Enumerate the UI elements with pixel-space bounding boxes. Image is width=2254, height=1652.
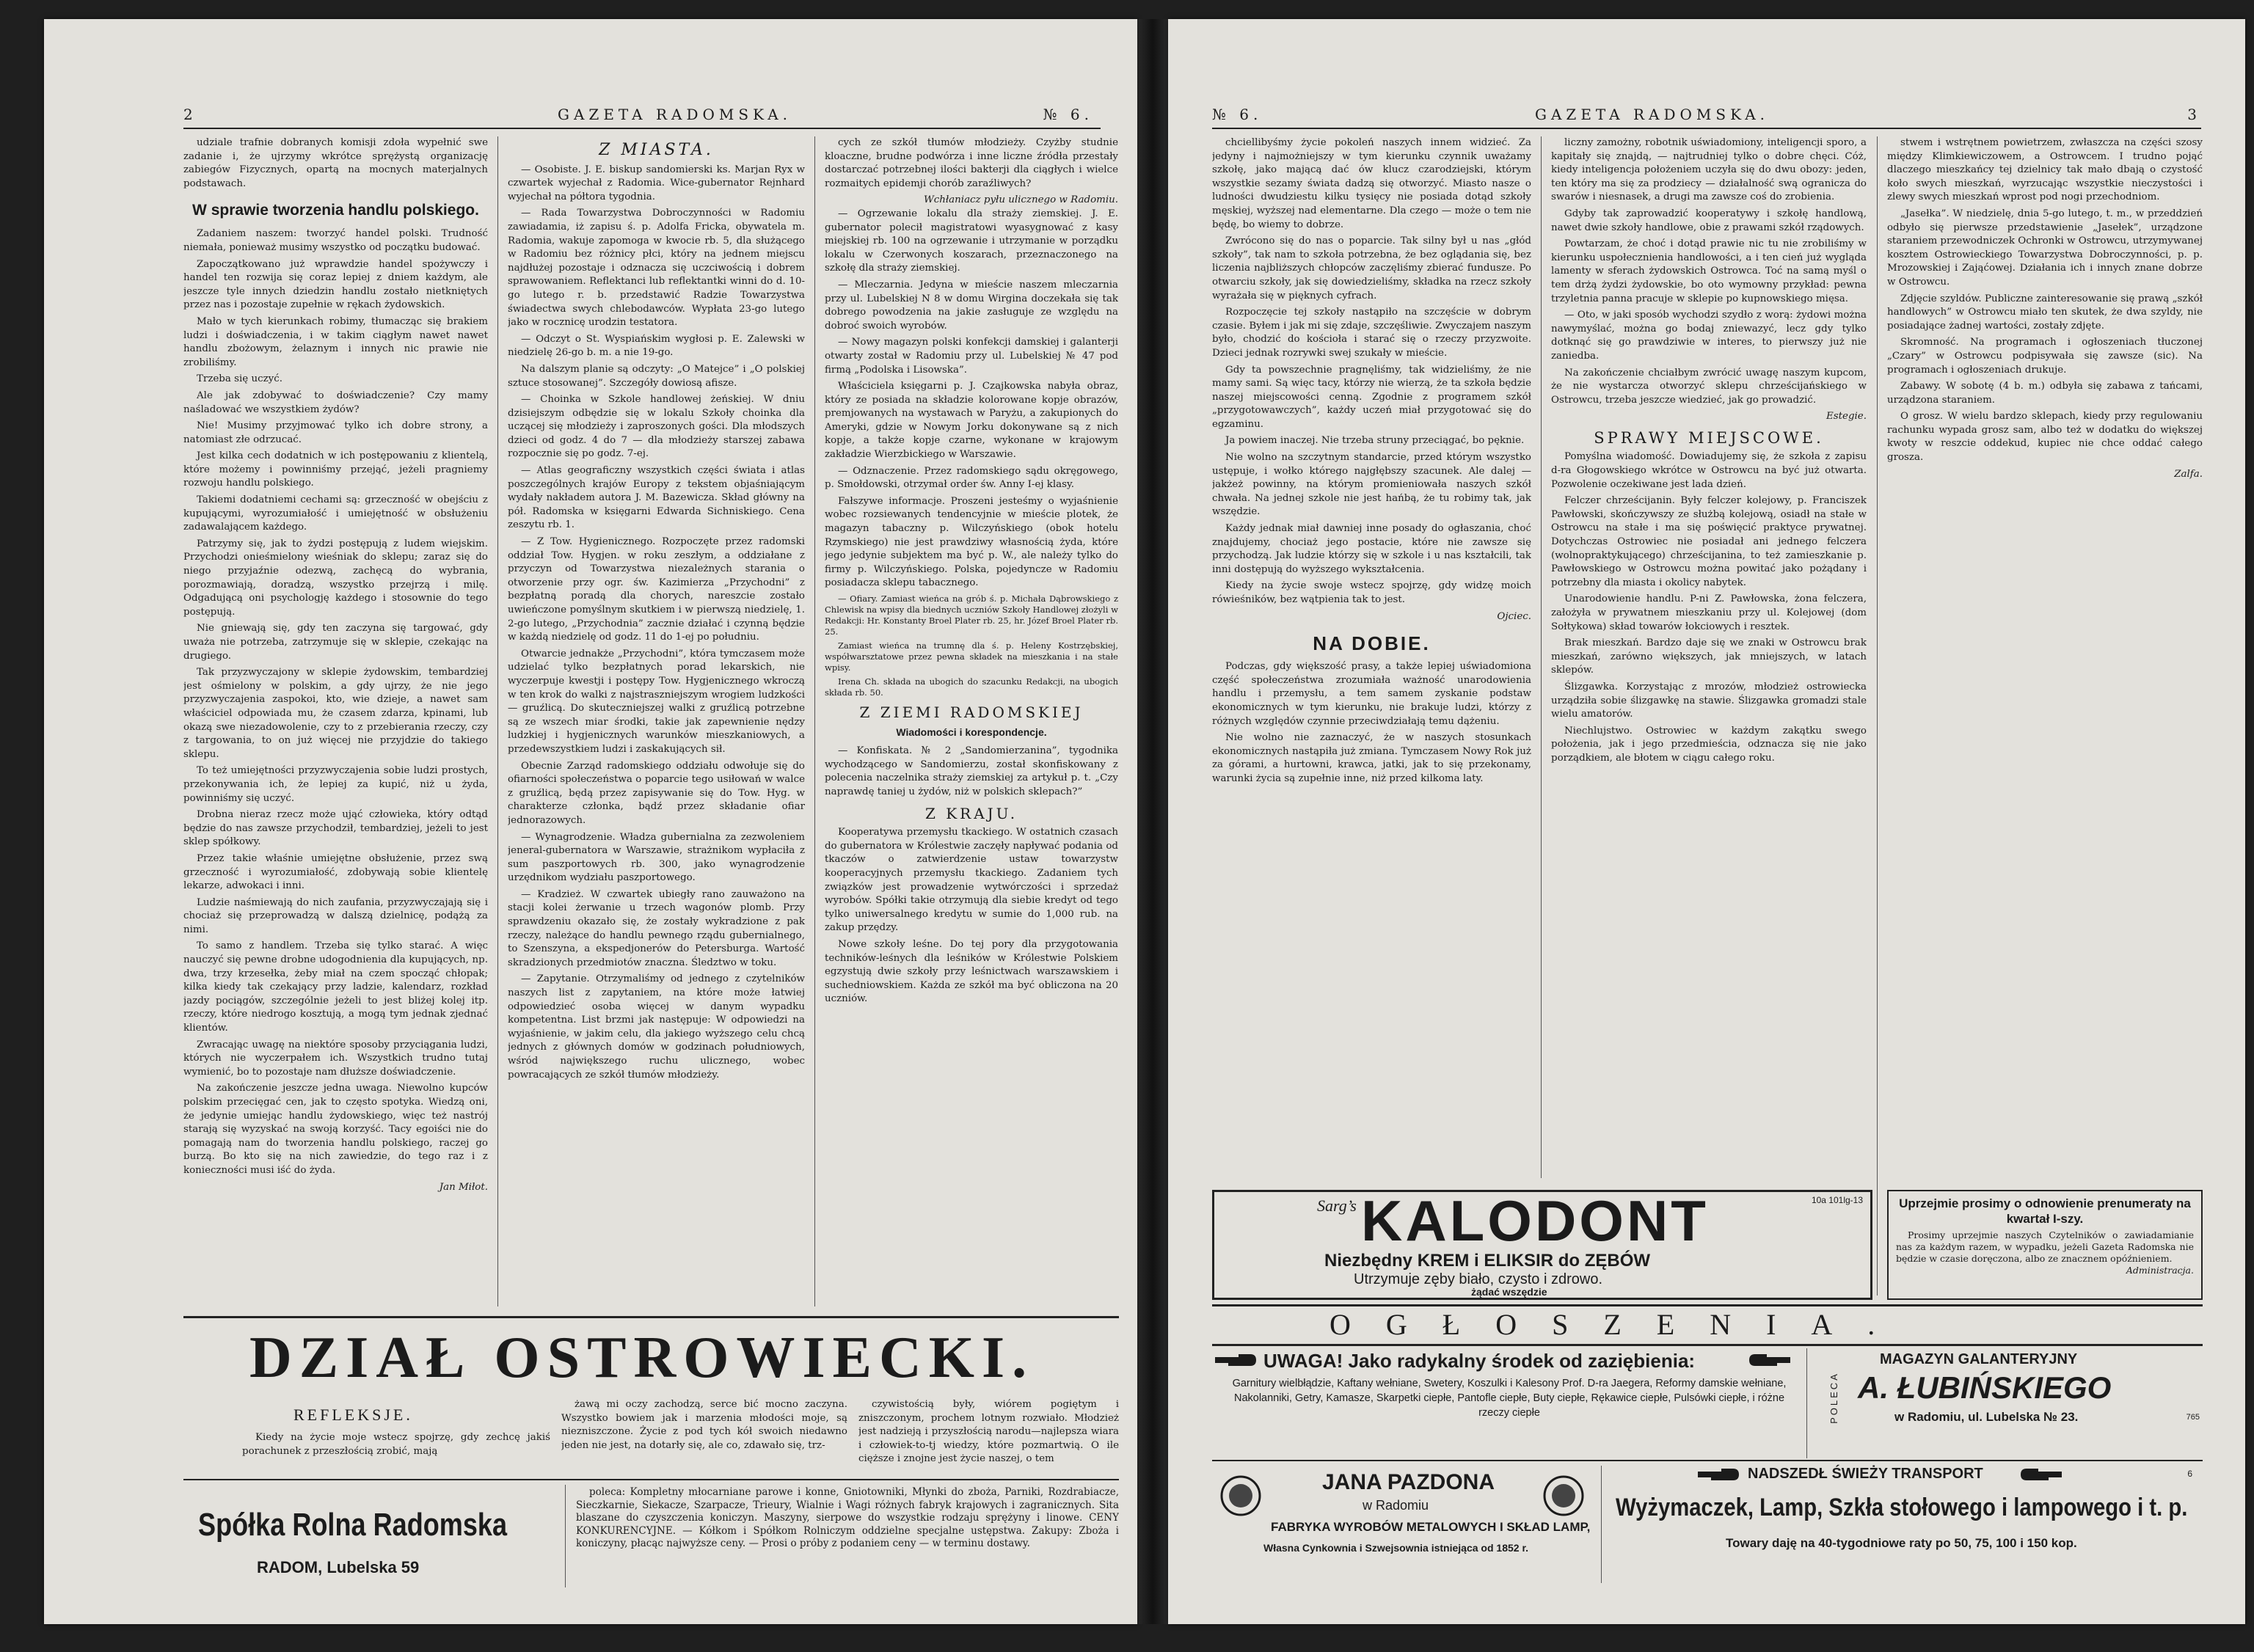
paragraph: stwem i wstrętnem powietrzem, zwłaszcza na części szosy między Klimkiewiczowem, a Ostrowcem. I trudno pojąć dlaczego mieszkańcy tej dzielnicy tak mało dbają o czystość koło swych mieszkań, wyrzucając wszystkie nieczystości i zlewy swych mieszkań wprost pod nogi przechodniom. [1887, 137, 2203, 203]
ostrowiec-section-title: DZIAŁ OSTROWIECKI. [249, 1326, 1035, 1390]
news-item: Fałszywe informacje. Proszeni jesteśmy o wyjaśnienie wobec rozsiewanych tendencyjnie w mieście plotek, że magazyn tabaczny p. Wilczyńskiego (obok hotelu Rzymskiego) nie jest prawdziwy własnością żyda, które jego jedynie subjektem ma być p. W., ale należy tylko do firmy p. Wilczyńskiego. Polska, pojedyncze w Radomiu posiadacza sklepu tabacznego. [825, 495, 1118, 589]
spolka-name: Spółka Rolna Radomska [198, 1507, 508, 1543]
paragraph: Nie wolno nie zaznaczyć, że w naszych stosunkach ekonomicznych nastąpiła już zmiana. Tymczasem Nowy Rok już za górami, a hurtowni, krawca, jatki, jak to się przekonamy, warunki życia są zupełnie inne, niż przed kilkoma laty. [1212, 732, 1531, 784]
paragraph: Zadaniem naszem: tworzyć handel polski. Trudność niemała, ponieważ musimy wszystko od początku budować. [183, 228, 488, 253]
pazdona-city: w Radomiu [1363, 1498, 1429, 1513]
lubinski-ad [1814, 1348, 2203, 1458]
section-subheading: Wiadomości i korespondencje. [896, 726, 1047, 738]
news-item: — Nowy magazyn polski konfekcji damskiej i galanterji otwarty został w Radomiu przy ul. Lubelskiej № 47 pod firmą „Podolska i Lisowska”. [825, 337, 1118, 376]
notice-title: Uprzejmie prosimy o odnowienie prenumeraty na kwartał I-szy. [1899, 1196, 2191, 1226]
ostrowiec-col-2 [561, 1398, 847, 1472]
pazdona-name: JANA PAZDONA [1322, 1470, 1495, 1494]
news-item: Niechlujstwo. Ostrowiec w każdym zakątku swego położenia, jak i jego przedmieścia, odznacza się nie jako porządkiem, ale błotem w ciągu całego roku. [1551, 725, 1867, 764]
paragraph: — Oto, w jaki sposób wychodzi szydło z worą: żydowi można nawymyślać, można go bodaj zniewazyć, lecz gdy tylko dotknąć się go prawdziwie w interes, to pierwszy już nie zaniedba. [1551, 310, 1867, 362]
news-item: — Osobiste. J. E. biskup sandomierski ks. Marjan Ryx w czwartek wyjechał z Radomia. Wice-gubernator Rejnhard wyjechał na półtora tygodnia. [508, 164, 805, 202]
col1-intro: udziale trafnie dobranych komisji zdoła wypełnić swe zadanie i, że ujrzymy wkrótce sprężystą organizację zabiegów Fizycznych, opartą na mocnych materjalnych podstawach. [183, 137, 488, 189]
section-heading-z-miasta: Z MIASTA. [599, 141, 714, 159]
uwaga-ad [1212, 1348, 1799, 1458]
ostrowiec-col-3 [858, 1398, 1119, 1472]
article-signature: Estegie. [1826, 411, 1867, 423]
column-rule [814, 136, 815, 1306]
news-item: — Odznaczenie. Przez radomskiego sądu okręgowego, p. Smołdowski, otrzymał order św. Anny I-ej klasy. [825, 465, 1118, 491]
paragraph: Kiedy na życie moje wstecz spojrzę, gdy zechcę jakiś porachunek z przeszłością zrobić, mają [242, 1432, 550, 1457]
paragraph: Gdy ta powszechnie pragnęliśmy, tak widzieliśmy, że nie mamy sami. Są więc tacy, którzy nie wierzą, że ta szkoła będzie naszej miejscowości cenną. Zgodnie z programem szkół „przygotowawczych”, każdy uczeń miał przygotować się do egzaminu. [1212, 364, 1531, 430]
right-running-head [1212, 100, 2201, 129]
page-gutter [1137, 19, 1168, 1624]
paragraph: Nie gniewają się, gdy ten zaczyna się targować, gdy uważa nie potrzeba, zatrzymuje się w sklepie, czekając na drugiego. [183, 623, 488, 662]
news-item: — Wynagrodzenie. Władza gubernialna za zezwoleniem jeneral-gubernatora w Warszawie, strażnikom wypłaciła z sum paszportowych rb. 300, jako wynagrodzenie urzędnikom wydziału paszportowego. [508, 831, 805, 884]
column-rule [565, 1485, 566, 1587]
news-item: — Konfiskata. № 2 „Sandomierzanina”, tygodnika wychodzącego w Sandomierzu, został skonfiskowany z polecenia naczelnika straży ziemskiej za artykuł p. t. „Czy naprawdę taniej u żydów, niż w polskich sklepach?” [825, 745, 1118, 797]
ostrowiec-col-1 [242, 1431, 550, 1475]
news-item: — Odczyt o St. Wyspiańskim wygłosi p. E. Zalewski w niedzielę 26-go b. m. a nie 19-go. [508, 333, 805, 359]
horizontal-rule [1212, 1344, 2203, 1346]
sprawy-miejscowe-heading: SPRAWY MIEJSCOWE. [1594, 428, 1824, 447]
paragraph: O grosz. W wielu bardzo sklepach, kiedy przy regulowaniu rachunku wypada grosz sam, albo też w dodatku do większej kwoty w reszcie oddekud, kupiec nie chce oddać całego grosza. [1887, 411, 2203, 464]
paragraph: Gdyby tak zaprowadzić kooperatywy i szkołę handlową, nawet dwie szkoły handlowe, obie z prawami szkół rządowych. [1551, 208, 1867, 233]
left-column-3 [825, 136, 1118, 1310]
news-item: — Mleczarnia. Jedyna w mieście naszem mleczarnia przy ul. Lubelskiej N 8 w domu Wirgina doczekała się tak dobrego powodzenia na jakie zasługuje ze względu na dobroć swoich wyrobów. [825, 279, 1118, 332]
ad-text: poleca: Kompletny młocarniane parowe i konne, Gniotowniki, Młynki do zboża, Parniki, Rozdrabiacze, Sieczkarnie, Siekacze, Szarpacze, Trieury, Wialnie i Wagi różnych fabryk krajowych i zagranicznych. Sita blaszane do czyszczenia koniczyn. Maszyny, sierpowe do wszystkie rodzaju sprężyny i linowe. CENY KONKURENCYJNE. — Kółkom i Spółkom Rolniczym oddzielne specjalne ustępstwa. Zakupy: Zboża i koniczyny, płacąc najwyższe ceny. — Prosi o próby z podaniem ceny — w terminu dostawy. [576, 1486, 1119, 1549]
news-item: — Rada Towarzystwa Dobroczynności w Radomiu zawiadamia, iż zapisu ś. p. Adolfa Fricka, obywatela m. Radomia, wakuje zapomoga w kwocie rb. 5, dla służącego w Radomiu bez różnicy płci, który na jednem miejscu najdłużej pozostaje i odznacza się uczciwością i dobrem sprawowaniem. Reflektanci lub reflektantki winni do d. 10-go lutego r. b. przedstawić Radzie Towarzystwa świadectwa swych chlebodawców. Wypłata 23-go lutego jako w rocznicę urodzin testatora. [508, 208, 805, 329]
uwaga-text: Garnitury wielbłądzie, Kaftany wełniane, Swetery, Koszulki i Kalesony Prof. D-ra Jaegera, Reformy damskie wełniane, Nakolanniki, Getry, Kamasze, Skarpetki ciepłe, Pantofle ciepłe, Buty ciepłe, Rękawice ciepłe, Pulsówki ciepłe, i różne rzeczy ciepłe [1232, 1378, 1787, 1419]
newspaper-name: GAZETA RADOMSKA. [1535, 106, 1770, 123]
paragraph: Takiemi dodatniemi cechami są: grzeczność w obejściu z kupującymi, wyrozumiałość i umiejętność w obsłużeniu zadawalającem każdego. [183, 494, 488, 533]
subscription-notice [1887, 1190, 2203, 1300]
news-item: Unarodowienie handlu. P-ni Z. Pawłowska, żona felczera, założyła w prywatnem mieszkaniu przy ul. Kolejowej (dom Sołtykowa) skład towarów łokciowych i resztek. [1551, 593, 1867, 632]
paragraph: Rozpoczęcie tej szkoły nastąpiło na szczęście w dobrym czasie. Byłem i jak mi się zdaje, szczęśliwie. Zwyczajem naszym było, chodzić do kościoła i starać się o rzeczy przyzwoite. Dzieci jednak rozrywki swej szukały w mieście. [1212, 307, 1531, 359]
paragraph: Trzeba się uczyć. [197, 373, 282, 385]
left-column-2 [508, 136, 805, 1310]
news-item: Właściciela księgarni p. J. Czajkowska nabyła obraz, który ze posiada na składzie kolorowane kopje obrazów, premjowanych na wystawach w Paryżu, a zakupionych do Ameryki, gdzie w Nowym Jorku dokonywane są z nich kopje, a także kopje czarne, wykonane w krajowym zakładzie Wierzbickiego w Warszawie. [825, 381, 1118, 461]
news-item: Otwarcie jednakże „Przychodni”, która tymczasem może udzielać tylko bezpłatnych porad lekarskich, nie wyczerpuje kwestji i postępy Tow. Hygjenicznego wkroczą w ten krok do walki z najstraszniejszym wrogiem ludzkości — gruźlicą. Do skuteczniejszej walki z gruźlicą potrzebne są ze wszech miar środki, takie jak zapewnienie nędzy ludzkiej i hygjenicznych warunków mieszkaniowych, a przedewszystkiem ludzi i zaskakujących sił. [508, 648, 805, 755]
ogloszenia-heading: OGŁOSZENIA. [1330, 1308, 1911, 1341]
notice-body: Prosimy uprzejmie naszych Czytelników o zawiadamianie nas za każdym razem, w wypadku, jeżeli Gazeta Radomska nie będzie w czasie doręczona, albo ze znacznem opóźnieniem. [1896, 1229, 2194, 1264]
paragraph: Drobna nieraz rzecz może ująć człowieka, który odtąd będzie do nas zawsze przychodził, tembardziej, jeżeli to jest sklep spółkowy. [183, 809, 488, 848]
lampy-number: 6 [2187, 1469, 2192, 1479]
news-item: Ślizgawka. Korzystając z mrozów, młodzież ostrowiecka urządziła sobie ślizgawkę na stawie. Ślizgawka gromadzi stale wielu amatorów. [1551, 681, 1867, 720]
paragraph: Zdjęcie szyldów. Publiczne zainteresowanie się prawą „szkół handlowych” w Ostrowcu miało ten skutek, że dwa szyldy, nie posiadające żadnej wartości, zostały zdjęte. [1887, 293, 2203, 332]
page-number: 2 [183, 106, 197, 123]
lampy-title: NADSZEDŁ ŚWIEŻY TRANSPORT [1748, 1466, 1983, 1482]
pazdona-line: FABRYKA WYROBÓW METALOWYCH I SKŁAD LAMP, [1271, 1520, 1591, 1534]
news-item: cych ze szkół tłumów młodzieży. Czyżby studnie kloaczne, brudne podwórza i inne liczne źródła przestały dostarczać potrzebnej ilości bakterji dla ciągłych i wielce rozmaitych epidemji chorób zaraźliwych? [825, 137, 1118, 189]
kalodont-brand: KALODONT [1361, 1188, 1709, 1253]
right-column-2 [1551, 136, 1867, 1178]
paragraph: „Jasełka”. W niedzielę, dnia 5-go lutego, t. m., w przeddzień odbyło się pierwsze przedstawienie „Jasełek”, urządzone staraniem przewodniczek Ochronki w Ostrowcu, utrzymywanej kosztem Ostrowieckiego Towarzystwa Dobroczynności, p. p. Mrozowskiej i Zająćowej. Działania ich i innych znane dobrze w Ostrowcu. [1887, 208, 2203, 288]
article-signature: Ojciec. [1497, 610, 1531, 622]
kalodont-maker: Sarg’s [1317, 1196, 1357, 1215]
kalodont-tagline-1: Niezbędny KREM i ELIKSIR do ZĘBÓW [1324, 1251, 1651, 1271]
paragraph: Tak przyzwyczajony w sklepie żydowskim, tembardziej jest ośmielony w polskim, a gdy ujrzy, że nie jego przyzwyczajenia zaspokoi, kto, wie dzieje, a nawet sam właściciel odpowiada mu, że czasem zdarza, kpinami, lub okazą swe niezadowolenie, czy to z przebierania rzeczy, czy z targowania, to on już więcej nie przyjdzie do takiego sklepu. [183, 667, 488, 760]
paragraph: Powtarzam, że choć i dotąd prawie nic tu nie zrobiliśmy w kierunku uspołecznienia handlowości, a i ten cień już wygląda lamenty w sferach żydowskich Ostrowca. Toć na samą myśl o tem drżą żydzi żydowskie, bo oto wymowny przykład: pewna trzyletnia panna pracuje w sklepie po kupnowskiego mięsa. [1551, 238, 1867, 304]
section-heading-z-kraju: Z KRAJU. [924, 804, 1018, 822]
right-column-1 [1212, 136, 1531, 1178]
lampy-main: Wyżymaczek, Lamp, Szkła stołowego i lampowego i t. p. [1616, 1494, 2188, 1521]
article-signature: Jan Miłot. [439, 1181, 488, 1193]
paragraph: Zapoczątkowano już wprawdzie handel spożywczy i handel ten rozwija się coraz lepiej z dniem każdym, ale jeszcze tyle innych dziedzin handlu zostało nietkniętych przez nas i pozostaje zupełnie w rękach żydowskich. [183, 258, 488, 311]
article-body [183, 227, 488, 1177]
kalodont-ad [1212, 1190, 1872, 1300]
pointing-hand-icon [2019, 1466, 2063, 1485]
section-heading-z-ziemi: Z ZIEMI RADOMSKIEJ [859, 703, 1084, 721]
column-rule [1806, 1348, 1807, 1458]
news-item: — Ogrzewanie lokalu dla straży ziemskiej. J. E. gubernator polecił magistratowi wyasygnować z kasy miejskiej rb. 100 na ogrzewanie i utrzymanie w porządku lokalu w Czerwonych koszarach, przeznaczonego na szkołę dla straży ziemskiej. [825, 208, 1118, 274]
news-item: — Ofiary. Zamiast wieńca na grób ś. p. Michała Dąbrowskiego z Chlewisk na wpisy dla biednych uczniów Szkoły Handlowej złożyli w Redakcji: Hr. Konstanty Broel Plater rb. 25, hr. Józef Broel Plater rb. 25. [825, 593, 1118, 637]
na-dobie-heading: NA DOBIE. [1313, 632, 1431, 655]
kalodont-tagline-2: Utrzymuje zęby biało, czysto i zdrowo. [1354, 1271, 1603, 1287]
news-item: Obecnie Zarząd radomskiego oddziału odwołuje się do ofiarności społeczeństwa o poparcie tego usiłowań w walce z gruźlicą, będą przez zapisywanie się do Tow. Hyg. w charakterze członka, bądź przez składanie ofiar jednorazowych. [508, 760, 805, 826]
paragraph: Skromność. Na programach i ogłoszeniach tłuczonej „Czary” w Ostrowcu podpisywała się zawsze (sic). Na programach i ogłoszeniach drukuje. [1887, 337, 2203, 376]
news-item: Brak mieszkań. Bardzo daje się we znaki w Ostrowcu brak mieszkań, zarówno większych, jak mniejszych, w latach sklepów. [1551, 637, 1867, 676]
spolka-address: RADOM, Lubelska 59 [257, 1558, 420, 1576]
pointing-hand-icon [1748, 1351, 1792, 1370]
news-item: Felczer chrześcijanin. Były felczer kolejowy, p. Franciszek Pawłowski, skończywszy ze służbą kolejową, osiadł na stałe w Ostrowcu na stałe i ma się poświęcić praktyce prywatnej. Dotychczas Ostrowiec nie posiadał ani jednego felczera (wolnopraktykującego) chrześcijanina, to też zamieszkanie p. Pawłowskiego w Ostrowcu można powitać jako pożądany i potrzebny dla miasta i okolicy nabytek. [1551, 495, 1867, 588]
news-item: Irena Ch. składa na ubogich do szacunku Redakcji, na ubogich składa rb. 50. [825, 676, 1118, 698]
lampy-ad [1608, 1466, 2203, 1583]
paragraph: Nie wolno na szczytnym standarcie, przed którym wszystko ustępuje, i wołko którego najgłębszy szacunek. Ale dalej — jakżeż powinny, na którym promieniowała naszych szkół chwała. Na jednej szkole nie jest hańbą, że tu robimy tak, jak wszędzie. [1212, 452, 1531, 518]
issue-number: № 6. [1043, 106, 1093, 123]
news-item: — Kradzież. W czwartek ubiegły rano zauważono na stacji kolei żerwanie u trzech wagonów plomb. Przy sprawdzeniu okazało się, że zostały wykradzione z pak rzeczy, należące do handlu pewnego rządu gubernialnego, to Szenszyna, a ekspedjonerów do Petersburga. Wartość skradzionych przedmiotów znaczna. Śledztwo w toku. [508, 888, 805, 968]
kalodont-note: 10a 101lg-13 [1811, 1195, 1863, 1205]
horizontal-rule [1212, 1304, 2203, 1306]
news-item: Nowe szkoły leśne. Do tej pory dla przygotowania techników-leśnych dla leśników w Królestwie Polskiem egzystują dwie szkoły przy leśnictwach warszawskiem i suchedniowskiem. Każda ze szkół ma być obliczona na 20 uczniów. [825, 938, 1118, 1005]
news-item: — Zapytanie. Otrzymaliśmy od jednego z czytelników naszych list z zapytaniem, na które może łatwiej odpowiedzieć osoba więcej w danym wypadku kompetentna. List brzmi jak następuje: W odpowiedzi na wyjaśnienie, w jakim celu, dla jakiego wyższego celu chcą jednych z głównych domów w godzinach południowych, wśród największego ruchu ulicznego, wobec powracających ze szkół tłumów młodzieży. [508, 973, 805, 1081]
paragraph: Ludzie naśmiewają do nich zaufania, przyzwyczajają się i chociaż się przeprowadzą w dalszą dzielnicę, podążą za nimi. [183, 896, 488, 935]
lampy-terms: Towary daję na 40-tygodniowe raty po 50, 75, 100 i 150 kop. [1726, 1536, 2077, 1550]
right-column-3 [1887, 136, 2203, 1185]
horizontal-rule [1212, 1460, 2203, 1461]
issue-number: № 6. [1212, 106, 1263, 123]
horizontal-rule [183, 1316, 1119, 1318]
newspaper-name: GAZETA RADOMSKA. [558, 106, 792, 123]
lubinski-side-label: POLECA [1828, 1372, 1839, 1424]
paragraph: chciellibyśmy życie pokoleń naszych innem widzieć. Za jedyny i najmożniejszy w tym kierunku czynnik uważamy szkołę, jako mającą dać ów klucz czarodziejski, którym wszystkie sezamy świata dadzą się otworzyć. Miasto nasze o ludności dwudziestu kilku tysięcy nie posiada dotąd szkoły męskiej, wyższej nad elementarne. Dla czego — może o tem nie będę, bo wiemy to dobrze. [1212, 137, 1531, 230]
lubinski-name: A. ŁUBIŃSKIEGO [1858, 1370, 2112, 1405]
left-page [44, 19, 1137, 1624]
paragraph: Zabawy. W sobotę (4 b. m.) odbyła się zabawa z tańcami, urządzona staraniem. [1887, 381, 2203, 406]
paragraph: To też umiejętności przyzwyczajenia sobie ludzi prostych, przekonywania ich, że lepiej za kupić, niż u żyda, powinniśmy się uczyć. [183, 765, 488, 804]
pazdona-ad [1212, 1466, 1594, 1583]
paragraph: Zwracając uwagę na niektóre sposoby przyciągania ludzi, których nie wyczerpałem ich. Wszystkich trudno tutaj wymienić, bo to pozostaje nam dłuższe doświadczenie. [183, 1039, 488, 1078]
notice-signature: Administracja. [2126, 1265, 2194, 1276]
paragraph: Nie! Musimy przyjmować tylko ich dobre strony, a natomiast złe odrzucać. [183, 420, 488, 445]
news-item: — Choinka w Szkole handlowej żeńskiej. W dniu dzisiejszym odbędzie się w lokalu Szkoły choinka dla uczącej się młodzieży i zaproszonych gości. Dla młodszych dzieci od godz. 4 do 7 — dla młodzieży starszej zabawa rozpocznie się po godz. 7-ej. [508, 394, 805, 460]
news-item: Zamiast wieńca na trumnę dla ś. p. Heleny Kostrzębskiej, współwarsztatowe przez pewna składek na mieszkania i na stałe wpisy. [825, 640, 1118, 673]
lubinski-title: MAGAZYN GALANTERYJNY [1880, 1351, 2078, 1367]
kalodont-tagline-3: żądać wszędzie [1471, 1286, 1547, 1298]
lubinski-number: 765 [2186, 1413, 2200, 1422]
paragraph: Na zakończenie chciałbym zwrócić uwagę naszym kupcom, że nie wystarcza otworzyć sklepu chrześcijańskiego w Ostrowcu, trzeba jeszcze wiedzieć, jak go prowadzić. [1551, 367, 1867, 406]
news-item: Kooperatywa przemysłu tkackiego. W ostatnich czasach do gubernatora w Królestwie zaczęły napływać podania od tkaczów o zatwierdzenie ustaw towarzystw kooperacyjnych przemysłu tkackiego. Zadaniem tych związków jest prowadzenie wytwórczości i sprzedaż wyrobów. Spółki takie otrzymują dla siebie kredyt od tego tylko uniwersalnego kredytu w sumie do 1,000 rub. na zakup przędzy. [825, 827, 1118, 934]
paragraph: Mało w tych kierunkach robimy, tłumacząc się brakiem ludzi i doświadczenia, i w takim ciągłym nawet nawet handlu zbożowym, żelaznym i innych nic prawie nie zrobiliśmy. [183, 315, 488, 368]
paragraph: Podczas, gdy większość prasy, a także lepiej uświadomiona część społeczeństwa zrozumiała ważność unarodowienia handlu i przemysłu, a tem samem zyskanie podstaw ekonomicznych w tym kierunku, nie brakuje ludzi, którzy z różnych względów czynnie przeciwdziałają temu dążeniu. [1212, 661, 1531, 727]
lubinski-address: w Radomiu, ul. Lubelska № 23. [1894, 1410, 2079, 1424]
paragraph: Każdy jednak miał dawniej inne posady do ogłaszania, choć znajdujemy, chociaż jego postacie, które nie zawsze się przychodzą. Jak ludzie którzy się w szkole i u nas kształcili, tak inni dostępują do wyższego wykształcenia. [1212, 523, 1531, 575]
paragraph: liczny zamożny, robotnik uświadomiony, inteligencji sporo, a kapitały się znajdą, — najtrudniej tylko o dobre chęci. Cóż, kiedy inteligencja położeniem uczyła się do dwu obozy: jeden, ten który ma się za prodziecy — działalność swą ogranicza do swarów i niesnasek, a drugi ma zawsze coś do zrobienia. [1551, 137, 1867, 203]
news-item: — Atlas geograficzny wszystkich części świata i atlas poszczególnych krajów Europy z tekstem objaśniającym wydały nakładem autora J. M. Bazewicza. Skład główny na pół. Radomska w księgarni Edwarda Sichniskiego. Cena zeszytu rb. 1. [508, 465, 805, 531]
ostrowiec-subtitle: REFLEKSJE. [293, 1406, 413, 1424]
left-column-1 [183, 136, 488, 1310]
medal-icon [1219, 1474, 1262, 1517]
paragraph: żawą mi oczy zachodzą, serce bić mocno zaczyna. Wszystko bowiem jak i marzenia młodości moje, są niezniszczone. Życie z pod tych kół swoich niedawno jeden nie jest, na dotarły się, ale co, zdawało się, trz- [561, 1399, 847, 1451]
spolka-rolna-ad [183, 1485, 1119, 1595]
paragraph: Patrzymy się, jak to żydzi postępują z ludem wiejskim. Przychodzi onieśmielony wieśniak do sklepu; zaraz się do niego przyjaźnie odezwą, zachęcą do wybrania, porozmawiają, doradzą, wszystko przejrzą i milę. Odgadującą oni psychologję każdego i stosownie do tego postępują. [183, 538, 488, 618]
page-number: 3 [2187, 106, 2201, 123]
article-signature: Zalfa. [2174, 468, 2203, 480]
paragraph: To samo z handlem. Trzeba się tylko starać. A więc nauczyć się pewne drobne udogodnienia dla kupujących, np. dwa, trzy krzesełka, żeby miał na czem spocząć chłopak; kilka kiedy tak czekający przy ladzie, kalendarz, rozkład jazdy pociągów, szczególnie jeżeli to jest bliżej kolej itp. rzeczy, które niedrogo kosztują, a mogą tym jednak zjednać klientów. [183, 940, 488, 1034]
pazdona-line-2: Własna Cynkownia i Szwejsownia istniejąca od 1852 r. [1263, 1542, 1529, 1554]
article-heading: W sprawie tworzenia handlu polskiego. [192, 202, 479, 219]
column-rule [1601, 1466, 1602, 1583]
paragraph: Ale jak zdobywać to doświadczenie? Czy mamy naśladować we wszystkiem żydów? [183, 390, 488, 415]
paragraph: Kiedy na życie swoje wstecz spojrzę, gdy widzę moich rówieśników, bez wątpienia tak to jest. [1212, 580, 1531, 605]
paragraph: Przez takie właśnie umiejętne obsłużenie, przez swą grzeczność i wyrozumiałość, zdobywają sobie klientelę lekarze, adwokaci i inni. [183, 852, 488, 892]
news-signature: Wchłaniacz pyłu ulicznego w Radomiu. [923, 194, 1118, 206]
news-item: Pomyślna wiadomość. Dowiadujemy się, że szkoła z zapisu d-ra Głogowskiego wkrótce w Ostrowcu na być już otwarta. Pozwolenie oczekiwane jest lada dzień. [1551, 451, 1867, 490]
medal-icon [1542, 1474, 1585, 1517]
pointing-hand-icon [1214, 1351, 1258, 1370]
paragraph: Zwrócono się do nas o poparcie. Tak silny był u nas „głód szkoły”, tak nam to szkoła potrzebna, że bez oglądania się, bez liczenia najbliższych chłopców zaczęliśmy zbierać fundusze. Po otwarciu szkoły, jak się dowiedzieliśmy, składka na rzecz szkoły wyrażała się w pięknych cyfrach. [1212, 235, 1531, 301]
right-page [1168, 19, 2245, 1624]
column-rule [1541, 136, 1542, 1178]
horizontal-rule [183, 1479, 1119, 1480]
paragraph: Jest kilka cech dodatnich w ich postępowaniu z klientelą, które możemy i powinniśmy przejąć, jeżeli pragniemy rozwoju handlu polskiego. [183, 450, 488, 489]
pointing-hand-icon [1696, 1466, 1740, 1485]
paragraph: Na zakończenie jeszcze jedna uwaga. Niewolno kupców polskim przecięgać cen, jak to często spotyka. Wiedzą oni, że jedynie umiejąc handlu żydowskiego, więc też nastrój starają się wyzyskać na swoją korzyść. Tacy egoiści nie do pomagają nam do tworzenia handlu polskiego, raczej go burzą. Bo kto się na nich zawiedzie, do tego raz i z konieczności musi iść do żyda. [183, 1083, 488, 1176]
news-item: — Z Tow. Hygienicznego. Rozpoczęte przez radomski oddział Tow. Hygjen. w roku zeszłym, a oddziałane z przyczyn od Towarzystwa niezależnych starania o otworzenie przy ogr. św. Kazimierza „Przychodni” z bezpłatną poradą dla chorych, nareszcie zostało uwieńczone pomyślnym skutkiem i w pierwszą niedzielę, 1. 2-go lutego, „Przychodnia” zacznie działać i czynną będzie w każdą niedzielę od godz. 11 do 1-ej po południu. [508, 536, 805, 643]
paragraph: Ja powiem inaczej. Nie trzeba struny przeciągać, bo pęknie. [1225, 435, 1525, 447]
news-item: Na dalszym planie są odczyty: „O Matejce” i „O polskiej sztuce stosowanej”. Szczegóły dowiosą afisze. [508, 363, 805, 389]
paragraph: czywistością były, wiórem pogiętym i zniszczonym, prochem lotnym rozwiało. Młodzież jest nadzieją i przyszłością narodu—najlepsza wiara i człowiek-to-tj wiedzy, które pozmartwią. O ile cięższe i znojne jest życie naszej, o tem [858, 1399, 1119, 1465]
spolka-offer-text [576, 1486, 1119, 1589]
column-rule [1877, 136, 1878, 1295]
column-rule [497, 136, 498, 1306]
left-running-head [183, 100, 1101, 129]
uwaga-title: UWAGA! Jako radykalny środek od zaziębienia: [1263, 1350, 1696, 1372]
